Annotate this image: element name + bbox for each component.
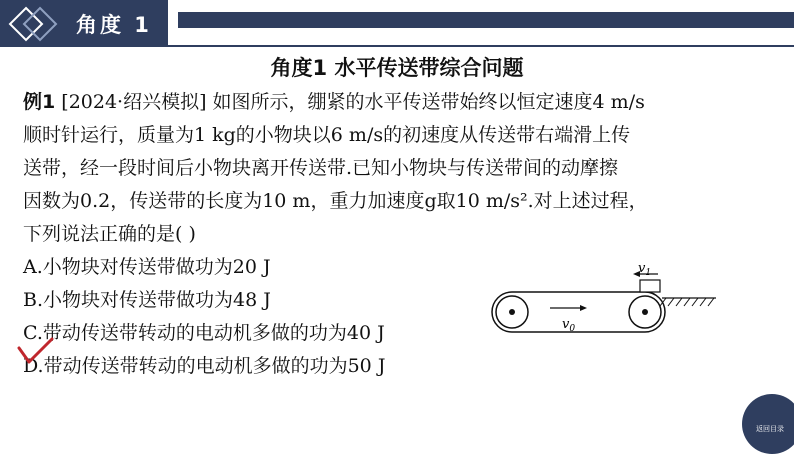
question-line-3: 送带，经一段时间后小物块离开传送带.已知小物块与传送带间的动摩擦 xyxy=(23,157,619,179)
option-a[interactable]: A.小物块对传送带做功为20 J xyxy=(23,256,271,278)
header-divider xyxy=(0,45,794,47)
question-text: 如图所示，绷紧的水平传送带始终以恒定速度4 m/s xyxy=(212,91,645,113)
header-rule xyxy=(178,12,794,28)
right-roller-axle xyxy=(642,309,648,315)
header-title: 角度 1 xyxy=(76,13,152,37)
back-to-contents-label: 返回目录 xyxy=(756,425,784,433)
question-line-5: 下列说法正确的是( ) xyxy=(23,223,196,245)
question-line-4: 因数为0.2，传送带的长度为10 m，重力加速度g取10 m/s².对上述过程， xyxy=(23,190,648,212)
option-d[interactable]: D.带动传送带转动的电动机多做的功为50 J xyxy=(23,355,386,377)
conveyor-belt xyxy=(492,292,665,332)
v0-arrowhead xyxy=(580,305,587,311)
question-line-2: 顺时针运行，质量为1 kg的小物块以6 m/s的初速度从传送带右端滑上传 xyxy=(23,124,631,146)
header-bar xyxy=(0,0,794,48)
option-c[interactable]: C.带动传送带转动的电动机多做的功为40 J xyxy=(23,322,385,344)
block xyxy=(640,280,660,292)
question-line-1 xyxy=(23,90,645,114)
ground-hatching xyxy=(660,298,714,306)
left-roller-axle xyxy=(509,309,515,315)
checkmark-icon xyxy=(16,336,56,366)
v0-label: $v_0$ xyxy=(562,317,576,334)
option-b[interactable]: B.小物块对传送带做功为48 J xyxy=(23,289,271,311)
diamond-logo-icon xyxy=(8,4,64,44)
section-title: 角度1 水平传送带综合问题 xyxy=(270,56,524,80)
question-source: [2024·绍兴模拟] xyxy=(61,91,207,113)
question-label: 例1 xyxy=(23,91,56,113)
conveyor-diagram xyxy=(480,262,720,352)
v1-label: $v_1$ xyxy=(638,262,652,278)
